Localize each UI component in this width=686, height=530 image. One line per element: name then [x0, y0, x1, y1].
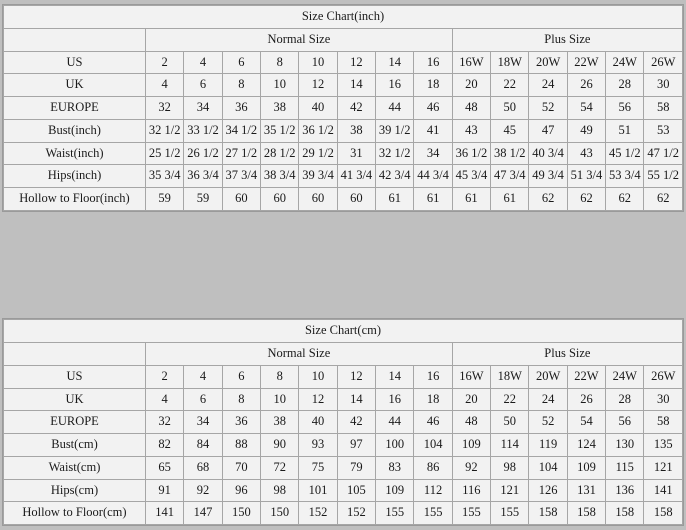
table-cell: 32 1/2 — [146, 119, 184, 142]
table-cell: 51 — [606, 119, 644, 142]
table-cell: 60 — [222, 188, 260, 211]
table-cell: 18 — [414, 74, 452, 97]
table-cell: 38 — [261, 97, 299, 120]
table-cell: 70 — [222, 456, 260, 479]
table-cell: 96 — [222, 479, 260, 502]
table-cell: 6 — [184, 388, 222, 411]
table-cell: 60 — [337, 188, 375, 211]
table-cell: 62 — [606, 188, 644, 211]
table-cell: 29 1/2 — [299, 142, 337, 165]
table-cell: 39 1/2 — [376, 119, 414, 142]
table-cell: 150 — [261, 502, 299, 525]
table-cell: 58 — [644, 411, 683, 434]
table-cell: 4 — [146, 388, 184, 411]
row-label: Hips(cm) — [4, 479, 146, 502]
table-cell: 93 — [299, 434, 337, 457]
table-cell: 18 — [414, 388, 452, 411]
table-cell: 24W — [606, 51, 644, 74]
table-cell: 84 — [184, 434, 222, 457]
row-label: Hollow to Floor(cm) — [4, 502, 146, 525]
table-cell: 10 — [299, 51, 337, 74]
table-cell: 83 — [376, 456, 414, 479]
table-row — [4, 502, 683, 525]
row-label: US — [4, 51, 146, 74]
table-cell: 28 — [606, 388, 644, 411]
table-cell: 136 — [606, 479, 644, 502]
table-cell: 47 3/4 — [491, 165, 529, 188]
table-cell: 101 — [299, 479, 337, 502]
table-cell: 30 — [644, 74, 683, 97]
table-cell: 131 — [567, 479, 605, 502]
table-cell: 46 — [414, 411, 452, 434]
table-cell: 62 — [567, 188, 605, 211]
table-cell: 38 — [261, 411, 299, 434]
table-cell: 25 1/2 — [146, 142, 184, 165]
table-cell: 135 — [644, 434, 683, 457]
table-cell: 155 — [414, 502, 452, 525]
table-cell: 12 — [299, 74, 337, 97]
table-cell: 75 — [299, 456, 337, 479]
table-cell: 36 1/2 — [452, 142, 490, 165]
table-cell: 4 — [184, 51, 222, 74]
table-cell: 61 — [414, 188, 452, 211]
table-cell: 61 — [491, 188, 529, 211]
table-cell: 141 — [644, 479, 683, 502]
table-cell: 26 — [567, 74, 605, 97]
size-chart-inch-table — [3, 5, 683, 211]
table-row — [4, 434, 683, 457]
table-cell: 61 — [452, 188, 490, 211]
table-cell: 10 — [261, 388, 299, 411]
size-chart-cm-body — [4, 320, 683, 525]
group-header: Plus Size — [452, 28, 682, 51]
table-cell: 10 — [261, 74, 299, 97]
table-cell: 4 — [184, 365, 222, 388]
table-cell: 24 — [529, 74, 567, 97]
chart-title: Size Chart(inch) — [4, 6, 683, 29]
table-cell: 32 — [146, 97, 184, 120]
size-chart-inch-body — [4, 6, 683, 211]
table-row — [4, 51, 683, 74]
table-cell: 152 — [299, 502, 337, 525]
table-cell: 92 — [184, 479, 222, 502]
size-chart-cm-table — [3, 319, 683, 525]
row-label: UK — [4, 74, 146, 97]
table-cell: 10 — [299, 365, 337, 388]
table-cell: 105 — [337, 479, 375, 502]
table-cell: 155 — [452, 502, 490, 525]
row-label: Bust(inch) — [4, 119, 146, 142]
table-cell: 30 — [644, 388, 683, 411]
table-cell: 36 1/2 — [299, 119, 337, 142]
group-header: Normal Size — [146, 28, 453, 51]
row-label: EUROPE — [4, 411, 146, 434]
table-cell: 79 — [337, 456, 375, 479]
table-cell: 41 — [414, 119, 452, 142]
table-cell: 104 — [414, 434, 452, 457]
table-cell: 40 — [299, 411, 337, 434]
table-cell: 22W — [567, 365, 605, 388]
table-row — [4, 365, 683, 388]
table-cell: 109 — [567, 456, 605, 479]
table-cell: 38 1/2 — [491, 142, 529, 165]
table-cell: 82 — [146, 434, 184, 457]
table-cell: 45 3/4 — [452, 165, 490, 188]
table-cell: 8 — [222, 388, 260, 411]
table-cell: 20 — [452, 388, 490, 411]
table-cell: 20W — [529, 365, 567, 388]
table-cell: 56 — [606, 97, 644, 120]
table-row — [4, 188, 683, 211]
table-cell: 62 — [644, 188, 683, 211]
table-cell: 40 3/4 — [529, 142, 567, 165]
chart-title-row — [4, 320, 683, 343]
table-cell: 36 — [222, 97, 260, 120]
table-cell: 90 — [261, 434, 299, 457]
table-cell: 50 — [491, 97, 529, 120]
table-cell: 119 — [529, 434, 567, 457]
row-label: Waist(cm) — [4, 456, 146, 479]
table-cell: 38 3/4 — [261, 165, 299, 188]
table-cell: 51 3/4 — [567, 165, 605, 188]
table-cell: 72 — [261, 456, 299, 479]
table-row — [4, 411, 683, 434]
table-cell: 158 — [567, 502, 605, 525]
table-cell: 8 — [261, 51, 299, 74]
table-row — [4, 479, 683, 502]
table-cell: 12 — [299, 388, 337, 411]
table-cell: 50 — [491, 411, 529, 434]
table-cell: 34 — [184, 97, 222, 120]
table-cell: 27 1/2 — [222, 142, 260, 165]
table-cell: 6 — [222, 51, 260, 74]
table-cell: 121 — [644, 456, 683, 479]
table-cell: 58 — [644, 97, 683, 120]
table-row — [4, 74, 683, 97]
table-cell: 22W — [567, 51, 605, 74]
table-cell: 54 — [567, 97, 605, 120]
table-cell: 49 — [567, 119, 605, 142]
table-cell: 16W — [452, 51, 490, 74]
table-cell: 109 — [452, 434, 490, 457]
group-header-row — [4, 28, 683, 51]
table-cell: 61 — [376, 188, 414, 211]
table-row — [4, 119, 683, 142]
table-cell: 44 — [376, 97, 414, 120]
table-cell: 43 — [567, 142, 605, 165]
table-cell: 60 — [261, 188, 299, 211]
table-cell: 42 — [337, 411, 375, 434]
table-cell: 59 — [184, 188, 222, 211]
table-cell: 47 — [529, 119, 567, 142]
table-cell: 26 — [567, 388, 605, 411]
table-cell: 24W — [606, 365, 644, 388]
table-cell: 52 — [529, 97, 567, 120]
table-cell: 33 1/2 — [184, 119, 222, 142]
table-cell: 16 — [376, 74, 414, 97]
table-cell: 42 3/4 — [376, 165, 414, 188]
table-cell: 114 — [491, 434, 529, 457]
table-cell: 98 — [261, 479, 299, 502]
table-cell: 59 — [146, 188, 184, 211]
table-cell: 126 — [529, 479, 567, 502]
table-cell: 42 — [337, 97, 375, 120]
table-cell: 26W — [644, 365, 683, 388]
table-cell: 48 — [452, 411, 490, 434]
table-cell: 8 — [222, 74, 260, 97]
table-cell: 32 — [146, 411, 184, 434]
table-cell: 45 1/2 — [606, 142, 644, 165]
table-cell: 62 — [529, 188, 567, 211]
table-cell: 41 3/4 — [337, 165, 375, 188]
table-cell: 155 — [491, 502, 529, 525]
table-cell: 92 — [452, 456, 490, 479]
table-cell: 18W — [491, 51, 529, 74]
table-cell: 34 — [184, 411, 222, 434]
corner-cell — [4, 28, 146, 51]
table-cell: 36 3/4 — [184, 165, 222, 188]
table-cell: 14 — [376, 365, 414, 388]
table-cell: 6 — [184, 74, 222, 97]
table-cell: 116 — [452, 479, 490, 502]
table-cell: 48 — [452, 97, 490, 120]
table-cell: 36 — [222, 411, 260, 434]
table-cell: 32 1/2 — [376, 142, 414, 165]
table-cell: 68 — [184, 456, 222, 479]
table-cell: 16 — [376, 388, 414, 411]
table-cell: 86 — [414, 456, 452, 479]
table-cell: 115 — [606, 456, 644, 479]
table-cell: 31 — [337, 142, 375, 165]
table-cell: 60 — [299, 188, 337, 211]
table-cell: 14 — [337, 388, 375, 411]
table-cell: 65 — [146, 456, 184, 479]
table-cell: 14 — [337, 74, 375, 97]
table-row — [4, 165, 683, 188]
chart-title: Size Chart(cm) — [4, 320, 683, 343]
table-cell: 150 — [222, 502, 260, 525]
table-cell: 155 — [376, 502, 414, 525]
table-cell: 45 — [491, 119, 529, 142]
table-cell: 26 1/2 — [184, 142, 222, 165]
table-cell: 124 — [567, 434, 605, 457]
table-cell: 16 — [414, 365, 452, 388]
table-cell: 97 — [337, 434, 375, 457]
table-cell: 147 — [184, 502, 222, 525]
table-cell: 24 — [529, 388, 567, 411]
table-cell: 56 — [606, 411, 644, 434]
row-label: US — [4, 365, 146, 388]
table-cell: 12 — [337, 51, 375, 74]
table-cell: 43 — [452, 119, 490, 142]
table-cell: 16W — [452, 365, 490, 388]
group-header: Plus Size — [452, 343, 682, 366]
table-row — [4, 142, 683, 165]
group-header-row — [4, 343, 683, 366]
table-cell: 158 — [529, 502, 567, 525]
table-cell: 12 — [337, 365, 375, 388]
table-cell: 52 — [529, 411, 567, 434]
table-cell: 46 — [414, 97, 452, 120]
table-cell: 37 3/4 — [222, 165, 260, 188]
table-cell: 2 — [146, 365, 184, 388]
table-cell: 88 — [222, 434, 260, 457]
table-cell: 34 — [414, 142, 452, 165]
table-row — [4, 456, 683, 479]
table-cell: 100 — [376, 434, 414, 457]
chart-title-row — [4, 6, 683, 29]
table-cell: 20 — [452, 74, 490, 97]
table-cell: 109 — [376, 479, 414, 502]
row-label: EUROPE — [4, 97, 146, 120]
table-cell: 20W — [529, 51, 567, 74]
table-row — [4, 388, 683, 411]
table-cell: 26W — [644, 51, 683, 74]
table-cell: 14 — [376, 51, 414, 74]
row-label: Waist(inch) — [4, 142, 146, 165]
table-cell: 121 — [491, 479, 529, 502]
row-label: UK — [4, 388, 146, 411]
table-cell: 8 — [261, 365, 299, 388]
table-cell: 35 3/4 — [146, 165, 184, 188]
table-cell: 53 3/4 — [606, 165, 644, 188]
table-cell: 35 1/2 — [261, 119, 299, 142]
row-label: Hips(inch) — [4, 165, 146, 188]
table-cell: 22 — [491, 74, 529, 97]
table-cell: 22 — [491, 388, 529, 411]
table-cell: 98 — [491, 456, 529, 479]
table-cell: 158 — [606, 502, 644, 525]
table-cell: 28 1/2 — [261, 142, 299, 165]
table-cell: 53 — [644, 119, 683, 142]
table-cell: 158 — [644, 502, 683, 525]
table-row — [4, 97, 683, 120]
table-cell: 2 — [146, 51, 184, 74]
corner-cell — [4, 343, 146, 366]
table-cell: 34 1/2 — [222, 119, 260, 142]
table-cell: 38 — [337, 119, 375, 142]
table-cell: 47 1/2 — [644, 142, 683, 165]
size-chart-cm — [2, 318, 684, 526]
table-cell: 130 — [606, 434, 644, 457]
size-chart-inch — [2, 4, 684, 212]
table-cell: 44 — [376, 411, 414, 434]
table-cell: 6 — [222, 365, 260, 388]
table-cell: 104 — [529, 456, 567, 479]
table-cell: 55 1/2 — [644, 165, 683, 188]
table-cell: 16 — [414, 51, 452, 74]
group-header: Normal Size — [146, 343, 453, 366]
row-label: Hollow to Floor(inch) — [4, 188, 146, 211]
table-cell: 152 — [337, 502, 375, 525]
table-cell: 54 — [567, 411, 605, 434]
table-cell: 40 — [299, 97, 337, 120]
table-cell: 44 3/4 — [414, 165, 452, 188]
table-cell: 18W — [491, 365, 529, 388]
table-cell: 4 — [146, 74, 184, 97]
table-cell: 91 — [146, 479, 184, 502]
table-cell: 39 3/4 — [299, 165, 337, 188]
table-cell: 141 — [146, 502, 184, 525]
row-label: Bust(cm) — [4, 434, 146, 457]
table-cell: 112 — [414, 479, 452, 502]
table-cell: 49 3/4 — [529, 165, 567, 188]
table-cell: 28 — [606, 74, 644, 97]
